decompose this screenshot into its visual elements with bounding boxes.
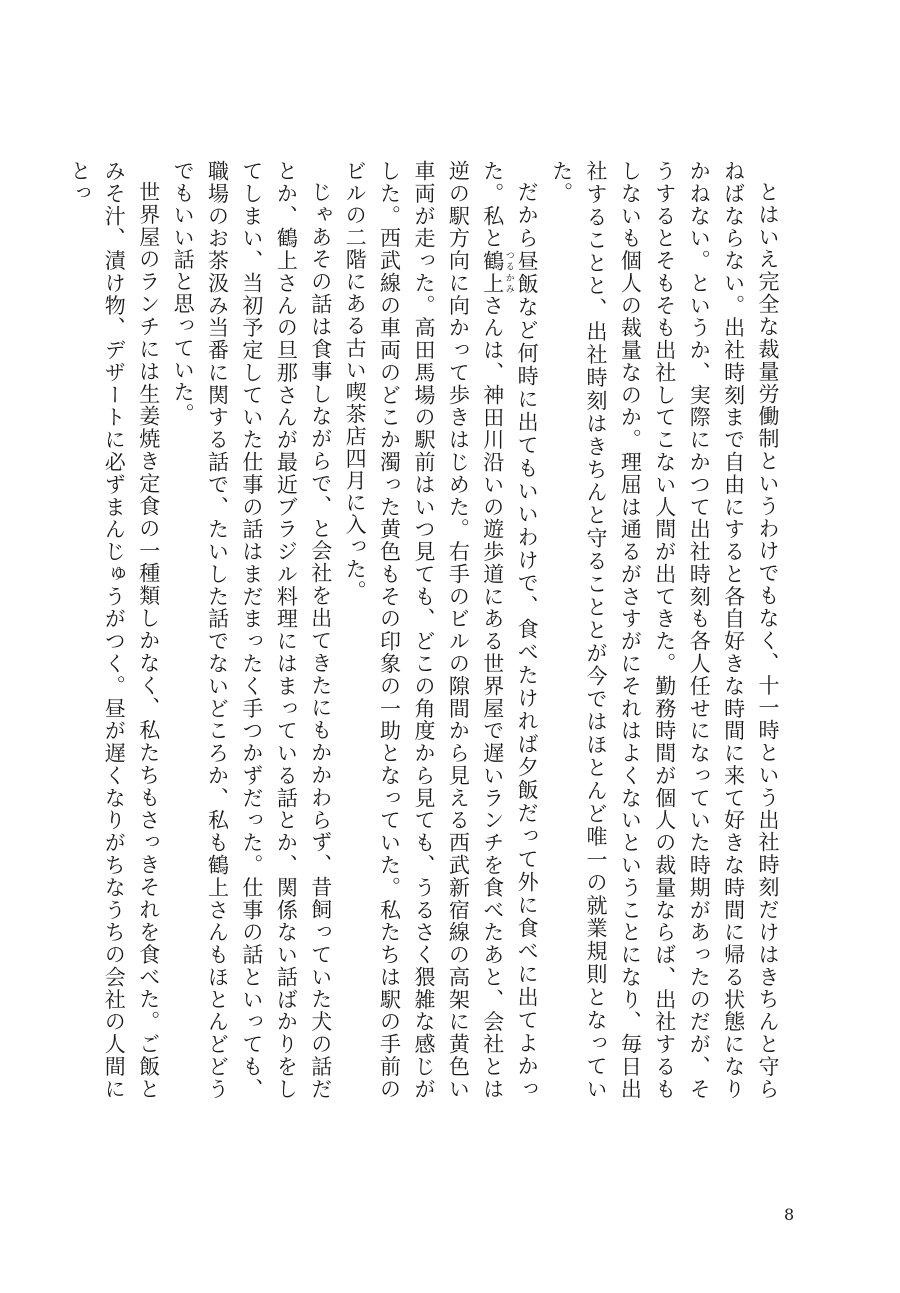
ruby-base: 鶴上 [480,249,505,295]
paragraph-4: 世界屋のランチには生姜焼き定食の一種類しかなく、私たちもさっきそれを食べた。ご飯とみそ汁、漬け物、デザートに必ずまんじゅうがつく。昼が遅くなりがちなうちの会社の人間にとっ [67,160,161,1100]
paragraph-2 [338,160,544,1100]
ruby-reading: つるかみ [503,249,514,295]
page-number: 8 [784,1205,795,1224]
vertical-text-body [67,160,785,1101]
paragraph-2-text-before-ruby: だから昼飯など何時に出てもいいわけで、食べたければ夕飯だって外に食べに出てよかった。私と [480,160,540,1100]
paragraph-3: じゃあその話は食事しながらで、と会社を出てきたにもかかわらず、昔飼っていた犬の話だとか、鶴上さんの旦那さんが最近ブラジル料理にはまっている話とか、関係ない話ばかりをしてしまい、当初予定していた仕事の話はまだまったく手つかずだった。仕事の話といっても、職場のお茶汲み当番に関する話で、たいした話でないどころか、私も鶴上さんもほとんどどうでもいい話と思っていた。 [171,160,333,1100]
ruby-tsurukami [480,249,514,295]
paragraph-2-text-after-ruby: さんは、神田川沿いの遊歩道にある世界屋で遅いランチを食べたあと、会社とは逆の駅方向に向かって歩きはじめた。右手のビルの隙間から見える西武新宿線の高架に黄色い車両が走った。高田馬場の駅前はいつ見ても、どこの角度から見ても、うるさく猥雑な感じがした。西武線の車両のどこか濁った黄色もその印象の一助となっていた。私たちは駅の手前のビルの二階にある古い喫茶店四月に入った。 [343,160,505,1101]
paragraph-1: とはいえ完全な裁量労働制というわけでもなく、十一時という出社時刻だけはきちんと守らねばならない。出社時刻まで自由にすると各自好きな時間に来て好きな時間に帰る状態になりかねない。というか、実際にかつて出社時刻も各人任せになっていた時期があったのだが、そうするとそもそも出社してこない人間が出てきた。勤務時間が個人の裁量ならば、出社するもしないも個人の裁量なのか。理屈は通るがさすがにそれはよくないということになり、毎日出社することと、出社時刻はきちんと守ることとが今ではほとんど唯一の就業規則となっていた。 [549,160,780,1100]
